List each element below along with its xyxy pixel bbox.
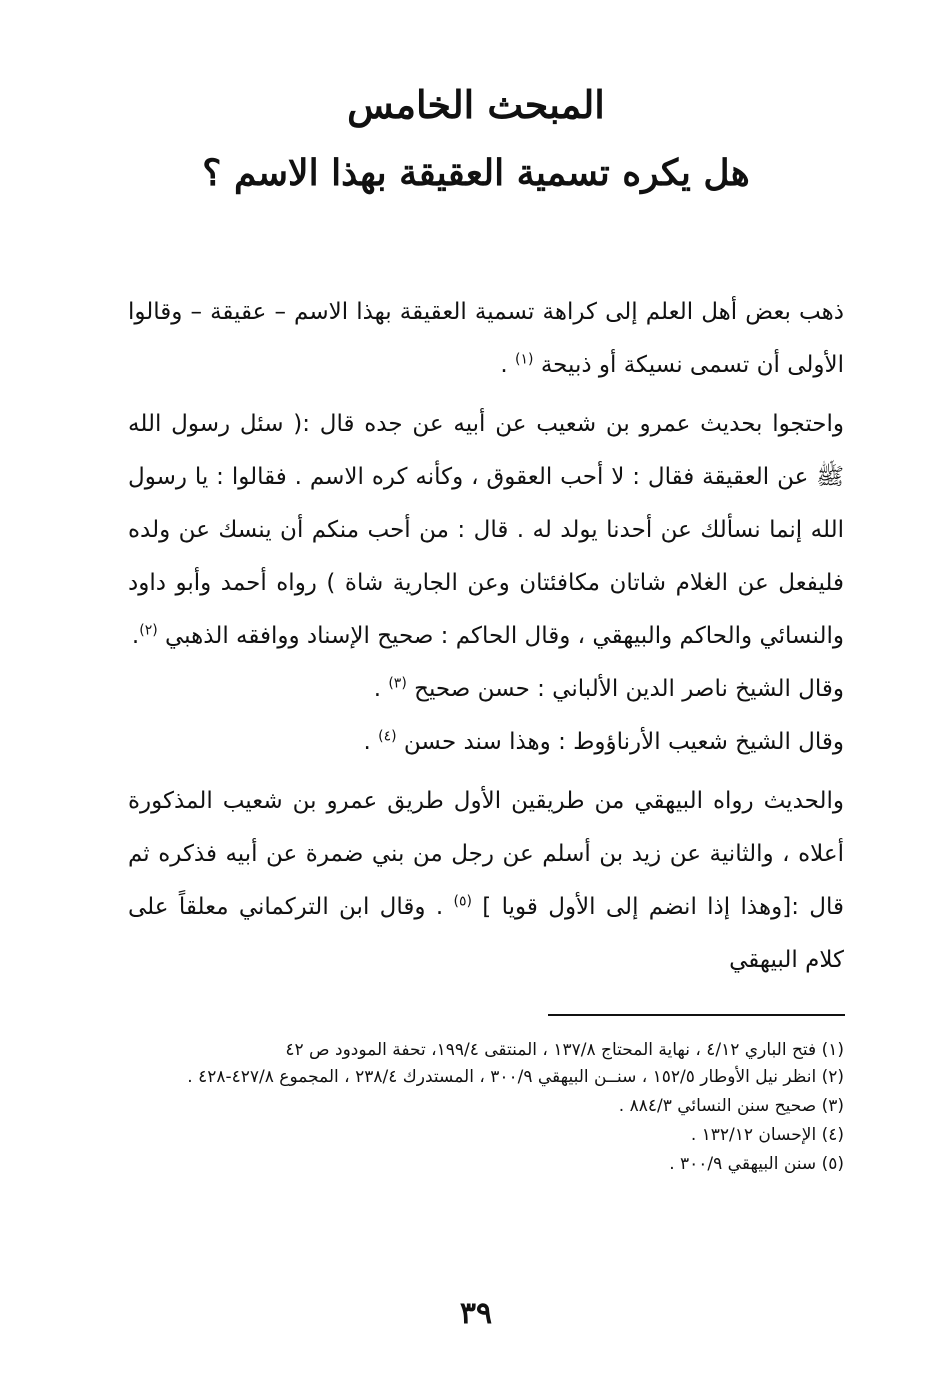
- footnote-3: (٣) صحيح سنن النسائي ٨٨٤/٣ .: [618, 1096, 844, 1116]
- footnote-ref-3[interactable]: (٣): [388, 675, 407, 692]
- footnote-1: (١) فتح الباري ٤/١٢ ، نهاية المحتاج ١٣٧/٨ ، المنتقى ١٩٩/٤، تحفة المودود ص ٤٢: [285, 1040, 844, 1060]
- paragraph-1-text: ذهب بعض أهل العلم إلى كراهة تسمية العقيقة بهذا الاسم – عقيقة – وقالوا الأولى أن تسمى نسيكة أو ذبيحة: [128, 299, 844, 378]
- footnote-4: (٤) الإحسان ١٣٢/١٢ .: [690, 1125, 844, 1145]
- main-text: [128, 286, 844, 987]
- footnote-ref-4[interactable]: (٤): [378, 728, 397, 745]
- paragraph-2-text: واحتجوا بحديث عمرو بن شعيب عن أبيه عن جده قال :( سئل رسول الله ﷺ عن العقيقة فقال : لا أحب العقوق ، وكأنه كره الاسم . فقالوا : يا رسول الله إنما نسألك عن أحدنا يولد له . قال : من أحب منكم أن ينسك عن ولده فليفعل عن الغلام شاتان مكافئتان وعن الجارية شاة ) رواه أحمد وأبو داود والنسائي والحاكم والبيهقي ، وقال الحاكم : صحيح الإسناد ووافقه الذهبي: [128, 411, 844, 649]
- footnotes: [128, 1036, 844, 1179]
- paragraph-5-text: والحديث رواه البيهقي من طريقين الأول طريق عمرو بن شعيب المذكورة أعلاه ، والثانية عن زيد بن أسلم عن رجل من بني ضمرة عن أبيه فذكره ثم قال :[وهذا إذا انضم إلى الأول قويا ]: [128, 788, 844, 920]
- chapter-subtitle: هل يكره تسمية العقيقة بهذا الاسم ؟: [202, 152, 750, 194]
- paragraph-2-tail: .: [131, 623, 140, 649]
- paragraph-3-tail: .: [373, 676, 389, 702]
- footnote-ref-1[interactable]: (١): [515, 351, 534, 368]
- page-number: ٣٩: [459, 1296, 493, 1331]
- paragraph-4: [128, 716, 844, 769]
- footnote-2: (٢) انظر نيل الأوطار ١٥٢/٥ ، سنــن البيهقي ٣٠٠/٩ ، المستدرك ٢٣٨/٤ ، المجموع ٤٢٧/٨-٤٢٨ .: [187, 1067, 844, 1087]
- footnote-separator: [548, 1014, 845, 1016]
- paragraph-5-tail: . وقال ابن التركماني معلقاً على كلام البيهقي: [128, 894, 844, 973]
- paragraph-4-text: وقال الشيخ شعيب الأرناؤوط : وهذا سند حسن: [403, 729, 844, 755]
- paragraph-3: [128, 663, 844, 716]
- paragraph-1: [128, 286, 844, 392]
- footnote-ref-2[interactable]: (٢): [139, 622, 158, 639]
- paragraph-4-tail: .: [363, 729, 379, 755]
- paragraph-3-text: وقال الشيخ ناصر الدين الألباني : حسن صحيح: [414, 676, 844, 702]
- paragraph-2: [128, 398, 844, 663]
- footnote-ref-5[interactable]: (٥): [453, 893, 472, 910]
- chapter-title: المبحث الخامس: [347, 82, 605, 127]
- paragraph-5: [128, 775, 844, 987]
- footnote-5: (٥) سنن البيهقي ٣٠٠/٩ .: [669, 1154, 844, 1174]
- paragraph-1-tail: .: [500, 352, 516, 378]
